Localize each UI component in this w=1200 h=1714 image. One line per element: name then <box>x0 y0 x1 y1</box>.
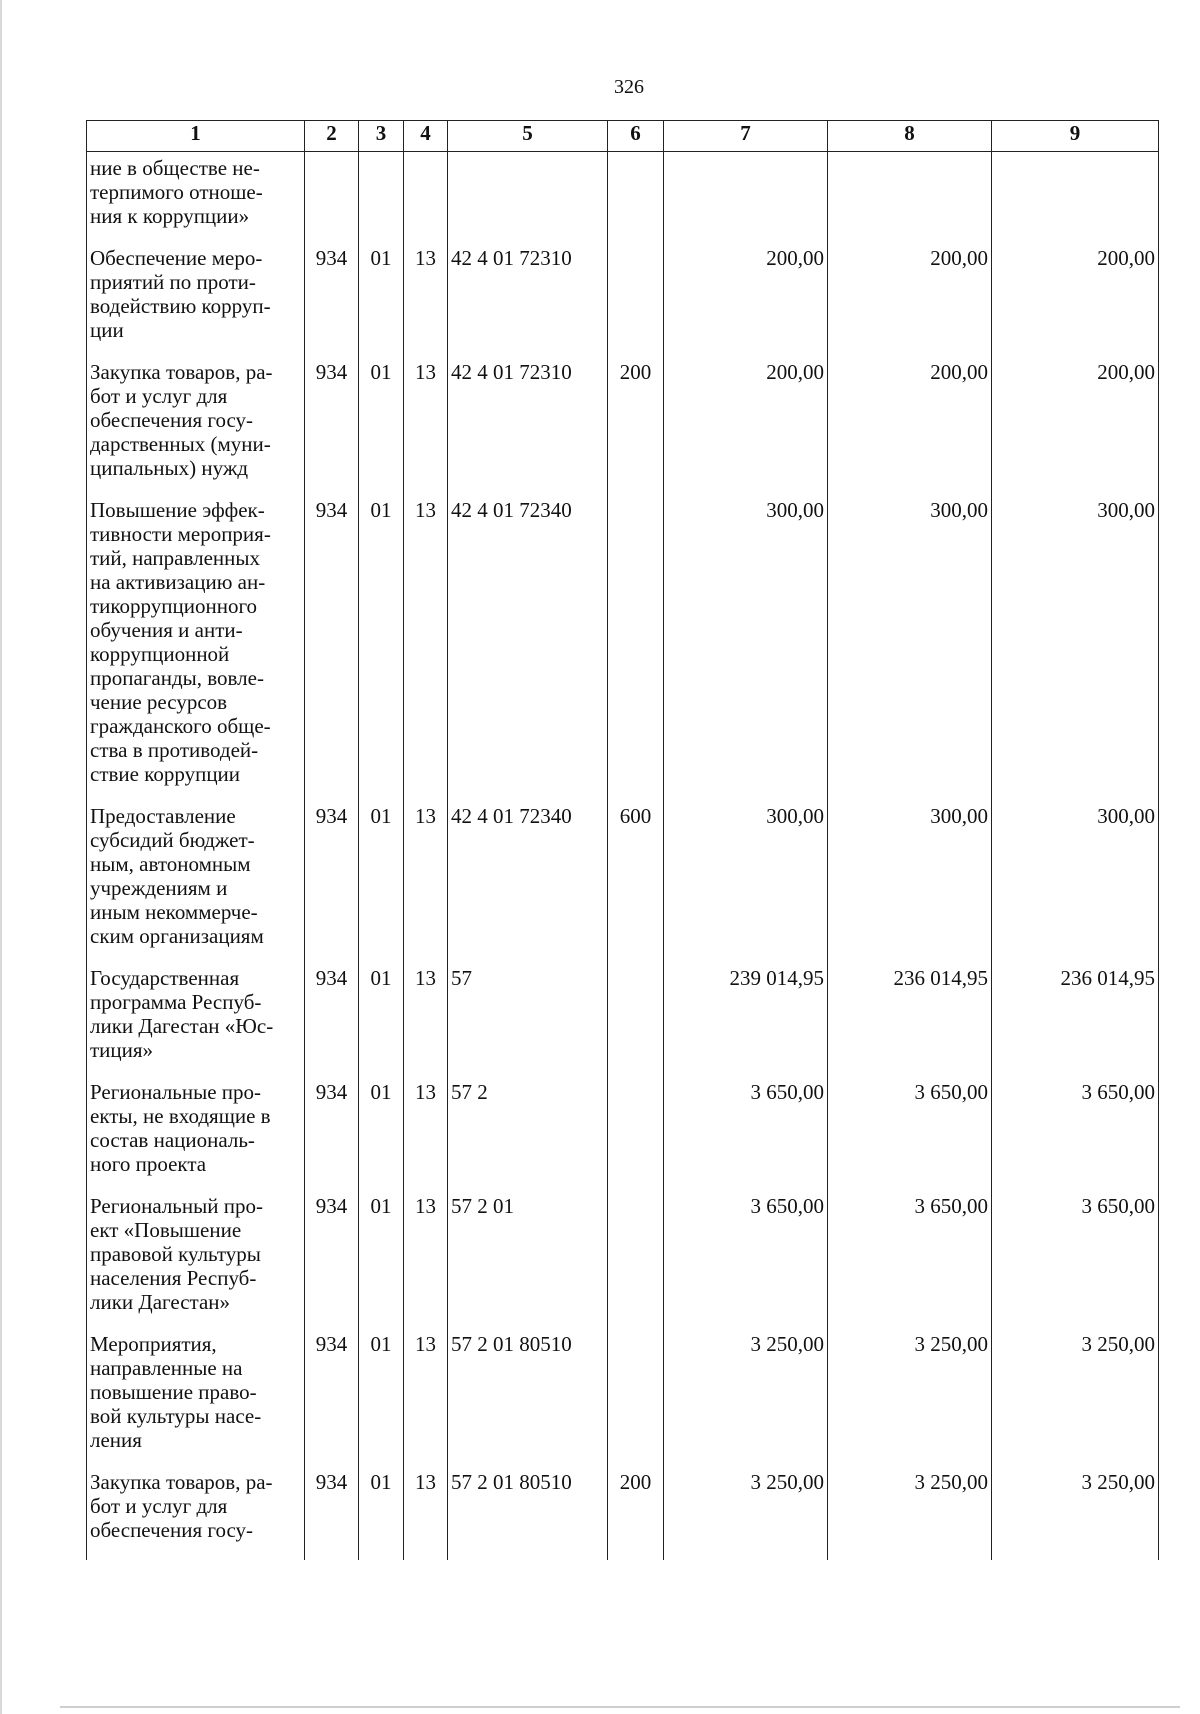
cell-expense-type <box>608 1332 664 1470</box>
cell-amount-col7: 200,00 <box>664 360 828 498</box>
cell-section: 01 <box>359 246 404 360</box>
cell-amount-col8: 236 014,95 <box>828 966 992 1080</box>
cell-amount-col9: 3 250,00 <box>992 1470 1159 1560</box>
cell-amount-col8: 300,00 <box>828 498 992 804</box>
header-col-3: 3 <box>359 121 404 152</box>
header-col-8: 8 <box>828 121 992 152</box>
row-name: ние в обществе не- терпимого отноше- ния к коррупции» <box>87 152 305 247</box>
header-col-1: 1 <box>87 121 305 152</box>
cell-subsection: 13 <box>404 1332 448 1470</box>
cell-amount-col7: 300,00 <box>664 498 828 804</box>
cell-amount-col8: 200,00 <box>828 246 992 360</box>
cell-amount-col7: 3 250,00 <box>664 1332 828 1470</box>
cell-expense-type <box>608 1080 664 1194</box>
cell-ministry-code: 934 <box>305 966 359 1080</box>
page-edge <box>0 0 2 1714</box>
cell-amount-col9: 3 650,00 <box>992 1194 1159 1332</box>
cell-target-article: 57 2 01 80510 <box>448 1470 608 1560</box>
cell-amount-col9: 3 650,00 <box>992 1080 1159 1194</box>
cell-section: 01 <box>359 360 404 498</box>
cell-expense-type <box>608 1194 664 1332</box>
table-row <box>87 152 1159 247</box>
cell-amount-col7: 239 014,95 <box>664 966 828 1080</box>
cell-amount-col9: 236 014,95 <box>992 966 1159 1080</box>
cell-amount-col7: 300,00 <box>664 804 828 966</box>
cell-amount-col7: 200,00 <box>664 246 828 360</box>
table-row <box>87 966 1159 1080</box>
cell-amount-col9: 300,00 <box>992 498 1159 804</box>
bottom-rule <box>60 1706 1180 1708</box>
row-name: Закупка товаров, ра- бот и услуг для обеспечения госу- дарственных (муни- ципальных) нужд <box>87 360 305 498</box>
row-name: Закупка товаров, ра- бот и услуг для обеспечения госу- <box>87 1470 305 1560</box>
cell-subsection: 13 <box>404 360 448 498</box>
cell-ministry-code: 934 <box>305 498 359 804</box>
cell-target-article: 57 2 01 80510 <box>448 1332 608 1470</box>
cell-ministry-code: 934 <box>305 360 359 498</box>
table-row <box>87 1194 1159 1332</box>
cell-ministry-code: 934 <box>305 1080 359 1194</box>
cell-amount-col9: 200,00 <box>992 360 1159 498</box>
cell-target-article: 57 2 <box>448 1080 608 1194</box>
cell-amount-col8: 3 650,00 <box>828 1194 992 1332</box>
header-col-4: 4 <box>404 121 448 152</box>
cell-expense-type <box>608 498 664 804</box>
cell-target-article: 42 4 01 72340 <box>448 498 608 804</box>
cell-amount-col8: 3 650,00 <box>828 1080 992 1194</box>
cell-expense-type <box>608 246 664 360</box>
row-name: Предоставление субсидий бюджет- ным, автономным учреждениям и иным некоммерче- ским организациям <box>87 804 305 966</box>
cell-amount-col9 <box>992 152 1159 247</box>
cell-section <box>359 152 404 247</box>
cell-subsection: 13 <box>404 498 448 804</box>
row-name: Повышение эффек- тивности мероприя- тий, направленных на активизацию ан- тикоррупционного обучения и анти- коррупционной пропаганды, вовле- чение ресурсов гражданского обще- ства в противодей- ствие коррупции <box>87 498 305 804</box>
cell-amount-col8: 3 250,00 <box>828 1470 992 1560</box>
row-name: Обеспечение меро- приятий по проти- водействию корруп- ции <box>87 246 305 360</box>
cell-amount-col7: 3 650,00 <box>664 1080 828 1194</box>
cell-section: 01 <box>359 1194 404 1332</box>
header-row <box>87 121 1159 152</box>
cell-subsection: 13 <box>404 1080 448 1194</box>
cell-target-article: 42 4 01 72310 <box>448 246 608 360</box>
cell-ministry-code: 934 <box>305 1470 359 1560</box>
cell-amount-col8 <box>828 152 992 247</box>
cell-target-article: 42 4 01 72340 <box>448 804 608 966</box>
cell-amount-col7: 3 650,00 <box>664 1194 828 1332</box>
row-name: Государственная программа Респуб- лики Дагестан «Юс- тиция» <box>87 966 305 1080</box>
cell-section: 01 <box>359 1470 404 1560</box>
page-number: 326 <box>614 76 644 98</box>
cell-amount-col9: 3 250,00 <box>992 1332 1159 1470</box>
cell-subsection: 13 <box>404 966 448 1080</box>
cell-expense-type: 600 <box>608 804 664 966</box>
cell-amount-col8: 3 250,00 <box>828 1332 992 1470</box>
cell-amount-col7 <box>664 152 828 247</box>
cell-subsection: 13 <box>404 1470 448 1560</box>
cell-section: 01 <box>359 1332 404 1470</box>
table-row <box>87 804 1159 966</box>
table-row <box>87 1470 1159 1560</box>
cell-section: 01 <box>359 498 404 804</box>
budget-table <box>86 120 1159 1560</box>
cell-ministry-code: 934 <box>305 1332 359 1470</box>
table-row <box>87 1332 1159 1470</box>
cell-ministry-code: 934 <box>305 804 359 966</box>
header-col-7: 7 <box>664 121 828 152</box>
cell-target-article: 42 4 01 72310 <box>448 360 608 498</box>
cell-subsection: 13 <box>404 804 448 966</box>
cell-amount-col8: 200,00 <box>828 360 992 498</box>
header-col-9: 9 <box>992 121 1159 152</box>
cell-subsection: 13 <box>404 246 448 360</box>
cell-expense-type <box>608 966 664 1080</box>
table-row <box>87 360 1159 498</box>
cell-section: 01 <box>359 1080 404 1194</box>
header-col-5: 5 <box>448 121 608 152</box>
cell-subsection: 13 <box>404 1194 448 1332</box>
cell-ministry-code: 934 <box>305 246 359 360</box>
cell-ministry-code <box>305 152 359 247</box>
cell-amount-col8: 300,00 <box>828 804 992 966</box>
cell-section: 01 <box>359 966 404 1080</box>
header-col-2: 2 <box>305 121 359 152</box>
row-name: Региональные про- екты, не входящие в состав националь- ного проекта <box>87 1080 305 1194</box>
cell-section: 01 <box>359 804 404 966</box>
cell-target-article <box>448 152 608 247</box>
table-row <box>87 1080 1159 1194</box>
cell-amount-col9: 200,00 <box>992 246 1159 360</box>
row-name: Региональный про- ект «Повышение правовой культуры населения Респуб- лики Дагестан» <box>87 1194 305 1332</box>
cell-ministry-code: 934 <box>305 1194 359 1332</box>
cell-expense-type: 200 <box>608 1470 664 1560</box>
cell-expense-type: 200 <box>608 360 664 498</box>
cell-subsection <box>404 152 448 247</box>
table-row <box>87 498 1159 804</box>
cell-amount-col9: 300,00 <box>992 804 1159 966</box>
cell-expense-type <box>608 152 664 247</box>
cell-target-article: 57 2 01 <box>448 1194 608 1332</box>
cell-target-article: 57 <box>448 966 608 1080</box>
table-row <box>87 246 1159 360</box>
cell-amount-col7: 3 250,00 <box>664 1470 828 1560</box>
header-col-6: 6 <box>608 121 664 152</box>
row-name: Мероприятия, направленные на повышение право- вой культуры насе- ления <box>87 1332 305 1470</box>
